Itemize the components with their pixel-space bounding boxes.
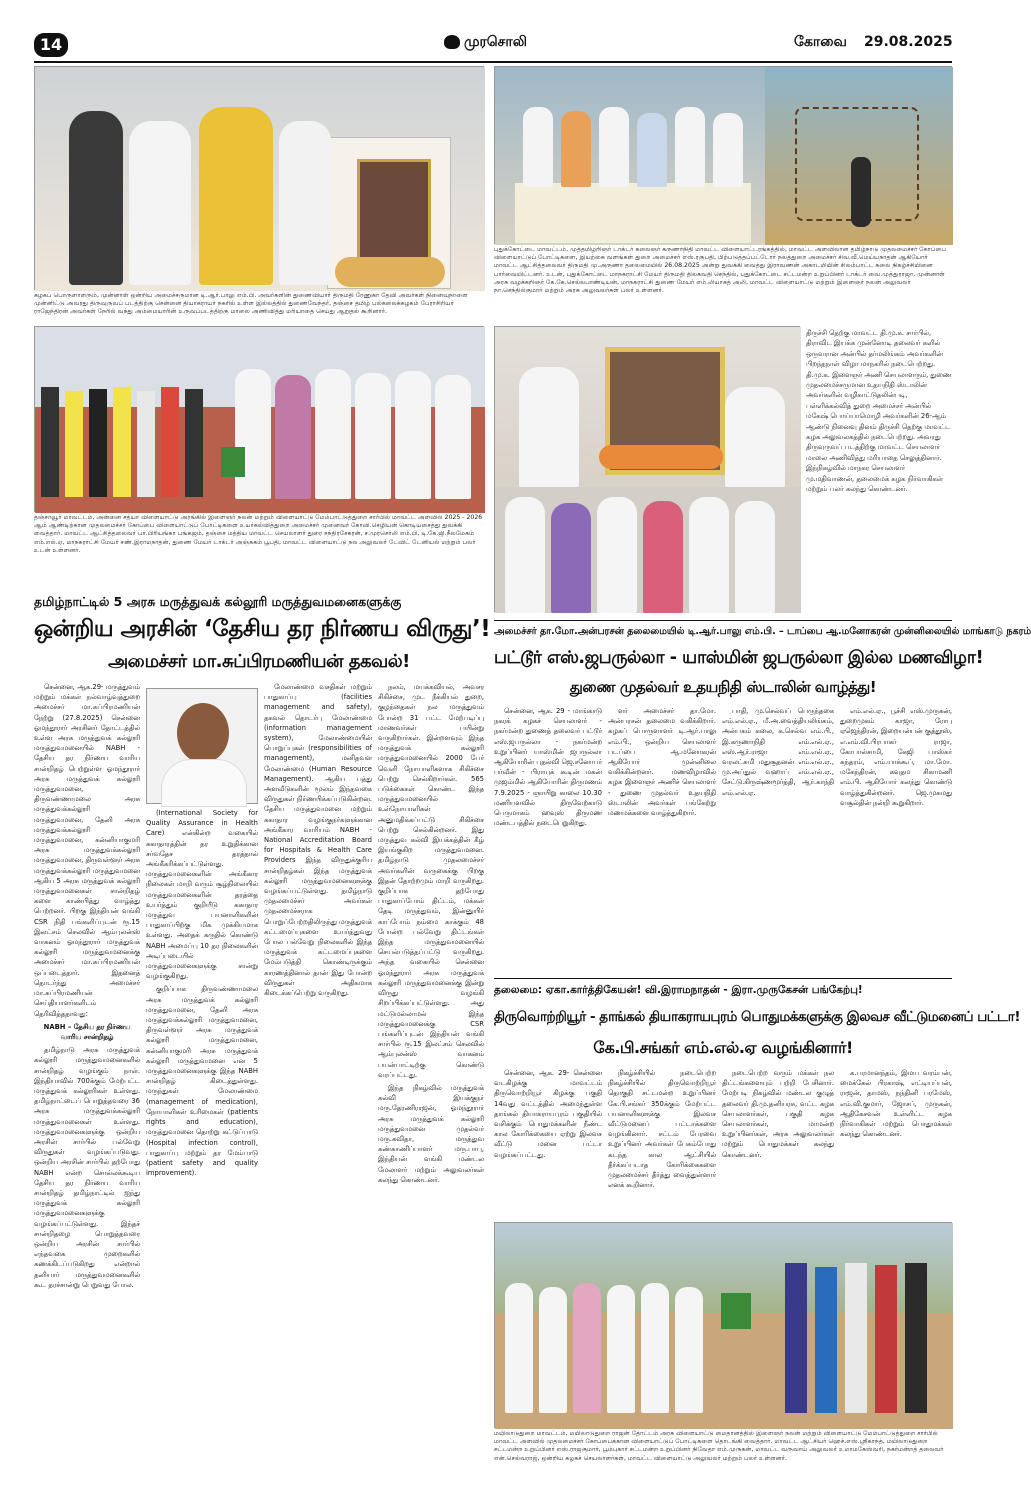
story2-col1-text: சென்னை, ஆக. 29 - மாங்காடு நகரக் கழகச் செயலாளர் - நகர்மன்ற துணைத் தலைவர் பட்டூர் எஸ்.ஜபருல்லா - நகர்மன்ற உறுப்பினர் யாஸ்மின் ஜபருல்லா ஆகியோரின் புதல்வி ஜெ.சனோபர் பர்வீன் - பிராயுக் கூடின் மகன் முஜம்மில் ஆகியோரின் திருமணம் 7.9.2025 - ஞாயிறு காலை 10.30 மணியளவில் திருவேற்காடு பெருமாகம் ஹவுஸ் திருமண மண்டபத்தில் நடைபெறுகிறது. (494, 707, 602, 828)
story2-column-3 (722, 706, 834, 970)
story1-column-2 (146, 808, 258, 1490)
story1-col4a-text: நலம், மயக்கவியல், அவசர சிகிச்சை, முட நீக்கியல் துறை, குழந்தைகள் நல மருத்துவம் போன்ற 31 பட்ட மேற்படிப்பு மாணவர்கள் பயின்று வருகிறார்கள். இன்றளவும் இந்த மருத்துவக் கல்லூரி மருத்துவமனையில் 2000 பேர் வெளி நோயாளிகளாக சிகிச்சை பெற்று செல்கிறார்கள். 565 படுக்கைகள் கொண்ட இந்த மருத்துவமனையில் உள்நோயாளிகள் அனுமதிக்கப்பட்டு சிகிச்சை பெற்று செல்கின்றனர். இது மருத்துவ கல்வி இயக்கத்தின் கீழ் இயங்குகிற மருத்துவமனை. தமிழ்நாடு முதலமைச்சர் அவர்களின் வருகைக்கு பிறகு இதன் தோற்றமும் மாறி வருகிறது. குறிப்பாக தற்போது பாதுகாப்போம் திட்டம், மக்கள் தேடி மருத்துவம், இன்னுயிர் காப்போம் நம்மை காக்கும் 48 போன்ற பல்வேறு திட்டங்கள் இந்த மருத்துவமனையில் செயல்படுத்தப்பட்டு வருகிறது. அந்த வகையில் சென்னை ஓமந்தூரார் அரசு மருத்துவக் கல்லூரி மருத்துவமனைக்கு இன்று விருது வழங்கி சிறப்பிக்கப்பட்டுள்ளது. அது மட்டுமல்லாமல் இந்த மருத்துவமனைக்கு CSR பங்களிப்புடன் இந்தியன் வங்கி சார்பில் ரூ.15 இலட்சம் செலவில் ஆம்புலன்ஸ் வாகனம் பயன்பாட்டிற்கு கொண்டு வரப்பட்டது. (378, 683, 484, 1079)
story2-col3-text: பாதி, மு.செல்வப் பெருந்தகை எம்.எல்.ஏ., மீ.அ.வைத்தியலிங்கம், அன்பகம் கலை, க.செல்வ எம்.பி., இ.கருணாநிதி எம்.எல்.ஏ., எஸ்.ஆர்.ராஜா எம்.எல்.ஏ., வரலட்சுமி மதுசூதனன் எம்.எல்.ஏ., மு.அப்துல் வஹாப் எம்.எல்.ஏ., சேட்டு.கிருஷ்ணமூர்த்தி, ஆர்.காந்தி எம்.எல்.ஏ. (722, 707, 834, 797)
page-number: 14 (34, 33, 68, 57)
story3-col2-text: நிகழ்ச்சியில் நடைபெற்ற நிகழ்ச்சியில் திருவொற்றியூர் தொகுதி சட்டமன்ற உறுப்பினர் கே.பி.சங்கர் 350க்கும் மேற்பட்ட பயனாளிகளுக்கு இலவச வீட்டுமனைப் பட்டாக்களை வழங்கினார். சட்டம் பேரவை உறுப்பினர் அவர்கள் பேசும்போது கடந்த கால ஆட்சியில் தீர்க்கப்படாத கோரிக்கைகளை முதலமைச்சர் தீர்த்து வைத்துள்ளார் எனக் கூறினார். (608, 1069, 716, 1190)
story2-col4-text: எம்.எல்.ஏ., பூச்சி எஸ்.முருகன், துறைமுகம் காஜா, ரோபு ஏஜெந்திரன், இறையன்பன் குத்தூஸ், எ.எம்.வி.பிரபாகர் ராஜா, கோபால்சாமி, கேஜி பாஸ்கர் சுந்தரம், எம்.யாக்கூப், மா.மோ. மகேந்திரன், கவுதம சிகாமணி எம்.பி. ஆகியோர் கலந்து கொண்டு வாழ்த்துகின்றனர். ஜெ.முகமது வசூல்தின் நன்றி கூறுகிறார். (840, 707, 952, 807)
caption-top-left: கழகப் பொருளாளரும், முன்னாள் ஒன்றிய அமைச்சருமான டி.ஆர்.பாலு எம்.பி. அவர்களின் துணைவியார் திருமதி ரேணுகா தேவி அவர்கள் நினைவுநாளை முன்னிட்டு அவரது திருவுருவப் படத்திற்கு சென்னை தியாகராயர் நகரில் உள்ள இல்லத்தில் துணைவேந்தர், தஞ்சை தமிழ் பல்கலைக்கழகம் பேராசிரியர் ராஜேந்திரன் அவர்கள் நேரில் வந்து அம்மையாரின் உருவப்படத்திற்கு மாலை அணிவித்து மரியாதை செய்து ஆறுதல் கூறினார். (34, 292, 468, 316)
page-header (0, 0, 972, 60)
photo-sports-launch-mayiladuthurai (494, 1222, 952, 1428)
rising-sun-icon (444, 35, 460, 49)
story1-col2a-text: (International Society for Quality Assurance in Health Care) என்கின்ற வகையில் சுகாதாரத்தின் தர உறுதிக்கான சர்வதேச தரத்தால் அங்கீகரிக்கப்பட்டுள்ளது. மருத்துவமனைகளின் அங்கீகார நிலைகள் மாறி வரும் சூழ்நிலையில் மருத்துவமனைகளின் தரத்தை உயர்த்தும் குறியீடு சுகாதார மருத்துவ பயனாளிகளின் பாதுகாப்பிற்கு மிக முக்கியமாக உள்ளது. அதைக் கருதில் கொண்டு NABH அமைப்பு 10 தர நிலைகளின் அடிப்படையில் மருத்துவமனைகளுக்கு சான்று வழங்குகிறது. (146, 809, 258, 981)
story2-column-1 (494, 706, 602, 970)
photo-memorial-tribute (34, 66, 484, 290)
story3-column-1 (494, 1068, 602, 1218)
story1-kicker: தமிழ்நாட்டில் 5 அரசு மருத்துவக் கல்லூரி மருத்துவமனைகளுக்கு (34, 594, 402, 609)
story2-column-4 (840, 706, 952, 970)
story3-col4-text: க.பரமானந்தம், இமய வரம்பன், மைக்கேல் பிரகாஷ், எட்டியப்பன், ராஜன், தாமஸ், நந்தினி பரமேஸ், எம்.வி.குமார், ஜோசப், முருகன், ஆதிகேசவன் உள்ளிட்ட கழக நிர்வாகிகள் மற்றும் பொதுமக்கள் கலந்து கொண்டனர். (840, 1069, 952, 1139)
header-rule (34, 61, 952, 63)
story3-column-2 (608, 1068, 716, 1218)
story1-col4b-text: இந்த நிகழ்வில் மருத்துவக் கல்வி இயக்குநர் மரு.தேரணிராஜன், ஓமந்தூரார் அரசு மருத்துவக் கல்லூரி மருத்துவமனை முதல்வர் மரு.கவிதா, மருத்துவ கண்காணிப்பாளர் மரு.பாபு, இந்தியன் வங்கி மண்டல மேலாளர் மற்றும் அலுவலர்கள் கலந்து கொண்டனர். (378, 1083, 484, 1184)
caption-top-right: புதுக்கோட்டை மாவட்டம், முத்தமிழறிஞர் டாக்டர் கலைஞர் கருணாநிதி மாவட்ட விளையாட்டரங்கத்தில், மாவட்ட அளவிலான தமிழ்நாடு முதலமைச்சர் கோப்பை விளையாட்டுப் போட்டிகளை, இயற்கை வளங்கள் துறை அமைச்சர் எஸ்.ரகுபதி, பிற்படுத்தப்பட்டோர் நலத்துறை அமைச்சர் சிவ.வீ.மெய்யநாதன் ஆகியோர் மாவட்ட ஆட்சித்தலைவர் திருமதி மு.அருணா தலைமையில் 26.08.2025 அன்று துவக்கி வைத்து இராவணன் அகாடமியின் சிலம்பாட்ட கலை நிகழ்ச்சியினை பார்வையிட்டனர். உடன், புதுக்கோட்டை மாநகராட்சி மேயர் திருமதி திலகவதி செந்தில், புதுக்கோட்டை சட்டமன்ற உறுப்பினர் டாக்டர் வை.முத்துராஜா, முன்னாள் அரசு வழக்கறிஞர் கே.கே.செல்லபாண்டியன், மாநகராட்சி துணை மேயர் எம்.லியாகத் அலி, மாவட்ட விளையாட்டு மற்றும் இளைஞர் நலன் அலுவலர் நா.செந்தில்குமார் மற்றும் அரசு அலுவலர்கள் பலர் உள்ளனர். (494, 246, 946, 295)
story3-col1-text: சென்னை, ஆக. 29- சென்னை வடகிழக்கு மாவட்டம் திருவொற்றியூர் கிழக்கு பகுதி 14வது வட்டத்தில் அமைந்துள்ள தாங்கல் தியாகராயபுரம் பகுதியில் வசிக்கும் பொதுமக்களின் நீண்ட கால கோரிக்கையை ஏற்று இலவச வீட்டு மனை பட்டா வழங்கப்பட்டது. (494, 1069, 602, 1159)
story1-subhead: அமைச்சர் மா.சுப்பிரமணியன் தகவல்! (108, 651, 410, 672)
photo-minister-portrait (146, 688, 258, 804)
story3-rule (494, 978, 952, 979)
story3-column-3 (722, 1068, 834, 1218)
photo-sports-launch-pudukkottai (494, 66, 952, 244)
story2-column-2 (608, 706, 716, 970)
story1-col1-subhead: NABH – தேசிய தர நிர்ணய வாரிய சான்றிதழ் (43, 1022, 131, 1041)
story2-kicker: அமைச்சர் தா.மோ.அன்பரசன் தலைமையில் டி.ஆர்.பாலு எம்.பி. – டாப்பை ஆ.மனோகரன் முன்னிலையில் மாங்காடு நகரம் (494, 626, 1031, 637)
story1-headline: ஒன்றிய அரசின் ‘தேசிய தர நிர்ணய விருது’! (34, 616, 491, 642)
caption-bottom-right: மயிலாடுதுறை மாவட்டம், மயிலாடுதுறை ராஜன் தோட்டம் அரசு விளையாட்டு மைதானத்தில் இளைஞர் நலன் மற்றும் விளையாட்டு மேம்பாட்டுத்துறை சார்பில் மாவட்ட அளவில் முதலமைச்சர் கோப்பைக்கான விளையாட்டுப் போட்டிகளை தொடங்கி வைத்தார். மாவட்ட ஆட்சியர் ஹெச்.எஸ்.ஸ்ரீகாந்த், மயிலாடுதுறை சட்டமன்ற உறுப்பினர் எஸ்.ராஜகுமார், பூம்புகார் சட்டமன்ற உறுப்பினர் நிவேதா எம்.முருகன், மாவட்ட வருவாய் அலுவலர் உமாமகேஸ்வரி, நகர்மன்றத் தலைவர் என்.செல்வராஜ், ஒன்றிய கழகச் செயலாளர்கள், மாவட்ட விளையாட்டு அலுவலர் மற்றும் பலர் உள்ளனர். (494, 1430, 944, 1462)
story1-column-3 (264, 682, 372, 1490)
story2-subhead: துணை முதல்வர் உதயநிதி ஸ்டாலின் வாழ்த்து! (569, 678, 877, 696)
paper-name: முரசொலி (464, 34, 527, 50)
story1-col3a-text: மேலாண்மை வசதிகள் மற்றும் பாதுகாப்பு (facilities management and safety), தகவல் தொடர்பு மேலாண்மை (information management system), மேலாண்மையின் பொறுப்புகள் (responsibilities of management), மனிதவள மேலாண்மை (Human Resource Management). ஆகிய பத்து அளவீடுகளின் மூலம் இந்தவகை விருதுகள் நிர்ணயிக்கப்படுகின்றன. தேசிய மருத்துவமனை மற்றும் சுகாதார வழங்குநர்களுக்கான அங்கீகார வாரியம் NABH - National Accreditation Board for Hospitals & Health Care Providers இந்த விருதுக்குரிய சான்றிதழ்கள் இந்த மருத்துவக் கல்லூரி மருத்துவமனைகளுக்கு வழங்கப்பட்டுள்ளது. தமிழ்நாடு முதலமைச்சர் அவர்கள் முதலமைச்சராக பொறுப்பேற்றதிலிருந்து மருத்துவக் கட்டமைப்புகளை உயர்த்துவது போல பல்வேறு நிலைகளில் இந்த மருத்துவக் கட்டமைப்புகளை மேம்படுத்தி கொண்டிருக்கும் காரணத்தினால் தான் இது போன்ற விருதுகள் அதிகமாக கிடைக்கப்பெற்று வருகிறது. (264, 683, 372, 998)
story1-col2b-text: குறிப்பாக திருவண்ணாமலை அரசு மருத்துவக் கல்லூரி மருத்துவமனை, தேனி அரசு மருத்துவக்கல்லூரி மருத்துவமனை, திருவள்ளூர் அரசு மருத்துவக் கல்லூரி மருத்துவமனை, கன்னியாகுமரி அரசு மருத்துவக் கல்லூரி மருத்துவமனை என 5 மருத்துவமனைகளுக்கு இந்த NABH சான்றிதழ் கிடைத்துள்ளது. மருந்துகள் மேலாண்மை (management of medication), நோயாளிகள் உரிமைகள் (patients rights and education), மருத்துவமனை தொற்று கட்டுப்பாடு (Hospital infection control), பாதுகாப்பு மற்றும் தர மேம்பாடு (patient safety and quality improvement). (146, 985, 258, 1178)
story1-col1-text: சென்னை, ஆக.29- மருத்துவம் மற்றும் மக்கள் நல்வாழ்வுத்துறை அமைச்சர் மா.சுப்பிரமணியன் நேற்று (27.8.2025) சென்னை ஓமந்தூரார் அரசினர் தோட்டத்தில் உள்ள அரசு மருத்துவக் கல்லூரி மருத்துவமனையில் NABH - தேசிய தர நிர்ணய வாரிய சான்றிதழ் பெற்றுள்ள ஓமந்தூரார் அரசு மருத்துவக் கல்லூரி மருத்துவமனை, திருவண்ணாமலை அரசு மருத்துவக்கல்லூரி மருத்துவமனை, தேனி அரசு மருத்துவக்கல்லூரி மருத்துவமனை, கன்னியாகுமரி அரசு மருத்துவக்கல்லூரி மருத்துவமனை, திருவள்ளூர் அரசு மருத்துவக்கல்லூரி மருத்துவமனை ஆகிய 5 அரசு மருத்துவக் கல்லூரி மருத்துவமனைகள் சான்றிதழ் களை காண்பித்து வாழ்த்து பெற்றனர். பிறகு இந்தியன் வங்கி CSR நிதி பங்களிப்புடன் ரூ.15 இலட்சம் செலவில் ஆம்புலன்ஸ் வாகனம் ஓமந்தூரார் மருத்துவக் கல்லூரி மருத்துவமனைக்கு அமைச்சர் மா.சுப்பிரமணியன் ஒப்படைத்தார். இதனைத் தொடர்ந்து அமைச்சர் மா.சுப்பிரமணியன் செய்தியாளர்களிடம் தெரிவித்ததாவது: (34, 683, 140, 1018)
story3-kicker: தலைமை: ஏகா.கார்த்திகேயன்! வி.இராமநாதன் - இரா.முருகேசன் பங்கேற்பு! (494, 984, 863, 996)
story1-column-4 (378, 682, 484, 1490)
story1-column-1 (34, 682, 140, 1490)
story3-col3-text: நடைபெற்ற வரும் மக்கள் நல திட்டங்களையும் பற்றி பேசினார். மேற்படி நிகழ்வில் மண்டல குழுத் தலைவர் தி.மு.தனியரசு, வட்ட கழக செயலாளர்கள், பகுதி கழக செயலாளர்கள், மாமன்ற உறுப்பினர்கள், அரசு அலுவலர்கள் மற்றும் பொதுமக்கள் கலந்து கொண்டனர். (722, 1069, 834, 1159)
story3-subhead: கே.பி.சங்கர் எம்.எல்.ஏ வழங்கினார்! (593, 1038, 853, 1057)
story3-column-4 (840, 1068, 952, 1218)
story2-rule (494, 620, 952, 621)
caption-middle-right: திருச்சி தெற்கு மாவட்ட தி.மு.க. சார்பில், திராவிட இயக்க முன்னோடி தலைவர் களில் ஒருவரான அன்பில் தர்மலிங்கம் அவர்களின் பிறந்தநாள் விழா மாநகரில் நடைபெற்றது. தி.மு.க. இளைஞர் அணி செயலாளரும், துணை முதலமைச்சருமான உதயநிதி ஸ்டாலின் அவர்களின் வழிகாட்டுதலின்படி, பள்ளிக்கல்வித் துறை அமைச்சர் அன்பில் மகேஷ் பொய்யாமொழி அவர்களின் 26-ஆம் ஆண்டு நினைவு தினம் திருச்சி தெற்கு மாவட்ட கழக அலுவலகத்தில் நடைபெற்றது. அவரது திருவுருவப் படத்திற்கு மாவட்ட செயலாளர் மாலை அணிவித்து மரியாதை செலுத்தினார். இந்நிகழ்வில் மாநகர செயலாளர் மு.மதிவாணன், தலைமைக் கழக நிர்வாகிகள் மற்றும் பலர் கலந்து கொண்டனர். (806, 329, 952, 494)
story3-headline: திருவொற்றியூர் - தாங்கல் தியாகராயபுரம் பொதுமக்களுக்கு இலவச வீட்டுமனைப் பட்டா! (494, 1009, 1021, 1025)
edition: கோவை (794, 34, 847, 50)
story2-headline: பட்டூர் எஸ்.ஜபருல்லா - யாஸ்மின் ஜபருல்லா இல்ல மணவிழா! (494, 648, 984, 668)
story1-col1b-text: தமிழ்நாடு அரசு மருத்துவக் கல்லூரி மருத்துவமனைகளில் சான்றிதழ் வழங்கும் நாள். இந்தியாவில் 700க்கும் மேற்பட்ட மருத்துவக் கல்லூரிகள் உள்ளது. தமிழ்நாட்டைப் பொறுத்தவரை 36 அரசு மருத்துவக்கல்லூரி மருத்துவமனைகள் உள்ளது. மருத்துவமனைகளுக்கு ஒன்றிய அரசின் சார்பில் பல்வேறு விருதுகள் வழங்கப்படுவது. ஒன்றிய அரசின் சார்பில் தற்போது NABH என்ற சொல்லக்கூடிய தேசிய தர நிர்ணய வாரிய சான்றிதழ் தமிழ்நாட்டில் ஐந்து மருத்துவக் கல்லூரி மருத்துவமனைகளுக்கு வழங்கப்பட்டுள்ளது. இந்தச் சான்றிதழை பொறுத்தவரை ஒன்றிய அரசின் சார்பில் எந்தவகை முறைகளில் கணக்கிடப்படுகிறது என்றால் தனியார் மருத்துவமனைகளில் கூட தரச்சான்று பெறுவது போல. (34, 1046, 140, 1289)
masthead (444, 34, 527, 52)
caption-middle-left: தஞ்சாவூர் மாவட்டம், அன்னை சத்யா விளையாட்டு அரங்கில் இளைஞர் நலன் மற்றும் விளையாட்டு மேம்பாட்டுத்துறை சார்பில் மாவட்ட அளவில் 2025 - 2026 ஆம் ஆண்டிற்கான முதலமைச்சர் கோப்பை விளையாட்டுப் போட்டிகளை உயர்கல்வித்துறை அமைச்சர் முனைவர் கோவி.செழியன் கொடியசைத்து துவக்கி வைத்தார். மாவட்ட ஆட்சித்தலைவர் பா.பிரியங்கா பங்கஜம், தஞ்சை மத்திய மாவட்ட செயலாளர் துரை சந்திரசேகரன், ச.முரசொலி எம்.பி, டி.கே.ஜி.நீலமேகம் எம்.எல்.ஏ, மாநகராட்சி மேயர் சண்.இராமநாதன், துணை மேயர் டாக்டர் அஞ்சுகம் பூபதி, மாவட்ட விளையாட்டு நல அலுவலர் டேவிட் டேனியல் மற்றும் பலர் உடன் உள்ளனர். (34, 514, 483, 554)
story2-col2-text: ளர் அமைச்சர் தா.மோ. அன்பரசன் தலைமை வகிக்கிறார். கழகப் பொருளாளர் டி.ஆர்.பாலு எம்.பி., ஒன்றிய செயலாளர் படப்பை ஆ.மனோகரன் ஆகியோர் முன்னிலை வகிக்கின்றனர். மணவிழாவில் கழக இளைஞர் அணிச் செயலாளர் - துணை முதல்வர் உதயநிதி ஸ்டாலின் அவர்கள் பங்கேற்று மணமக்களை வாழ்த்துகிறார். (608, 707, 716, 818)
photo-birthday-tribute-trichy (494, 326, 800, 612)
date: 29.08.2025 (864, 34, 953, 50)
photo-sports-launch-thanjavur (34, 326, 484, 512)
